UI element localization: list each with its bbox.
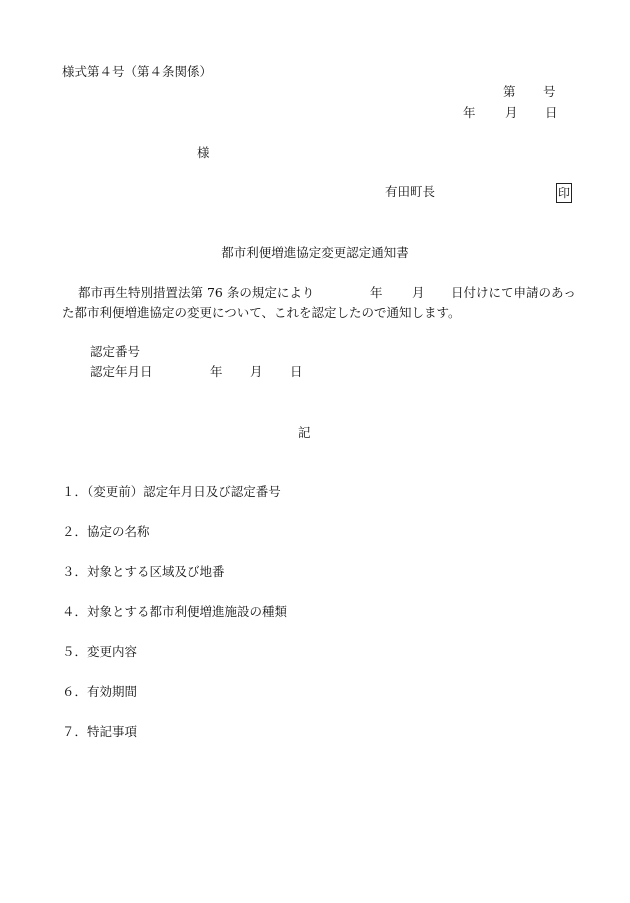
document-number-go: 号: [543, 84, 556, 99]
list-item-2: ２．協定の名称: [62, 524, 150, 539]
list-item-3: ３．対象とする区域及び地番: [62, 564, 225, 579]
seal-box: [556, 183, 572, 203]
body-line1-part-a: 都市再生特別措置法第 76 条の規定により: [78, 285, 315, 300]
list-item-6: ６．有効期間: [62, 684, 138, 699]
ki-heading: 記: [298, 425, 311, 440]
list-item-1: １．（変更前）認定年月日及び認定番号: [62, 484, 281, 499]
document-number-dai: 第: [503, 84, 516, 99]
certification-date-label: 認定年月日: [90, 364, 153, 379]
body-line1-year: 年: [370, 285, 383, 300]
certification-date-month: 月: [250, 364, 263, 379]
issue-date-day: 日: [545, 105, 558, 120]
certification-number-label: 認定番号: [90, 344, 141, 359]
issuer-name: 有田町長: [385, 184, 436, 199]
form-number: 様式第４号（第４条関係）: [62, 64, 213, 79]
certification-date-day: 日: [290, 364, 303, 379]
issue-date-year: 年: [463, 105, 476, 120]
seal-label: 印: [557, 186, 570, 200]
body-line1-part-b: 日付けにて申請のあっ: [451, 285, 576, 300]
document-title: 都市利便増進協定変更認定通知書: [221, 245, 409, 260]
list-item-7: ７．特記事項: [62, 724, 138, 739]
addressee-honorific: 様: [197, 145, 210, 160]
list-item-5: ５．変更内容: [62, 644, 138, 659]
issue-date-month: 月: [505, 105, 518, 120]
certification-date-year: 年: [210, 364, 223, 379]
body-line1-month: 月: [412, 285, 425, 300]
body-line2: た都市利便増進協定の変更について、これを認定したので通知します。: [62, 305, 461, 320]
list-item-4: ４．対象とする都市利便増進施設の種類: [62, 604, 288, 619]
